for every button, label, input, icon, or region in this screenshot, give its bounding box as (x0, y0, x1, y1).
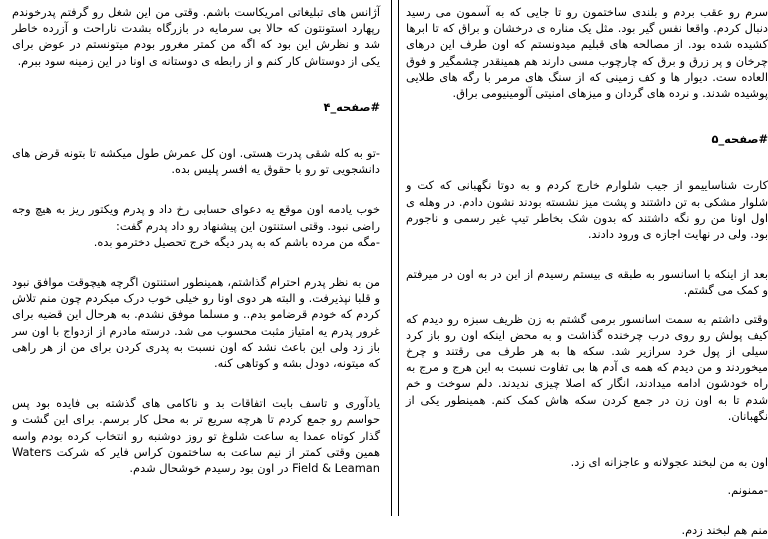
right-paragraph-5: اون به من لبخند عجولانه و عاجزانه ای زد. (570, 455, 768, 470)
right-paragraph-2: کارت شناساییمو از جیب شلوارم خارج کردم و به دوتا نگهبانی که کت و شلوار مشکی به تن داشتند و پشت میز نشسته بودند نشون دادم. در وهله ی اول اونا من رو نگه داشتند که بدون شک بخاطر تیپ غیر رسمی و ناجورم بود. ولی در نهایت اجازه ی ورود دادند. (406, 178, 768, 242)
right-paragraph-4: وقتی داشتم به سمت اسانسور برمی گشتم به زن ظریف سبزه رو دیدم که کیف پولش رو روی درب چرخنده گذاشت و به محض اینکه اون رو باز کرد سیلی از پول خرد سرازیر شد. سکه ها به هر طرف می رقتند و چرخ میخوردند و من دیدم که همه ی آدم ها بی تفاوت نسبت به این هرج و مرج به راه خودشون ادامه میدادند، انگار که اصلا چیزی ندیدند. دلم سوخت و خم شدم تا به اون زن در جمع کردن سکه هاش کمک کنم. همینطور یکی از نگهبانان. (406, 311, 768, 423)
left-paragraph-6: یادآوری و تاسف بابت اتفاقات بد و ناکامی های گذشته بی فایده بود پس حواسم رو جمع کردم تا هرچه سریع تر به محل کار برسم. برای این گشت و گذار کوتاه عمدا یه ساعت شلوغ تو روز دوشنبه رو انتخاب کرده بودم واسه همین وقتی کمتر از نیم ساعت به ساختمون کراس فایر که شرکت Waters Field & Leaman در اون بود رسیدم خوشحال شدم. (12, 396, 380, 476)
left-page-heading: #صفحه_۴ (323, 99, 380, 114)
left-paragraph-4: -مگه من مرده باشم که به پدر دیگه خرج تحصیل دخترمو بده. (93, 234, 380, 249)
left-document-page (0, 0, 392, 516)
right-page-content (406, 4, 768, 539)
left-page-content (12, 4, 380, 476)
right-page-heading: #صفحه_۵ (711, 132, 768, 147)
right-paragraph-1: سرم رو عقب بردم و بلندی ساختمون رو تا جایی که به آسمون می رسید دنبال کردم. واقعا نفس گیر بود. مثل یک مناره ی درخشان و براق که تا ابرها کشیده شده بود. از مصالحه های قبلیم میدونستم که اون طرف این درهای چرخان و پر زرق و برق که چارچوب مسی دارند هم همینقدر چشمگیر و فوق العاده ست. دیوار ها و کف زمینی که از سنگ های مرمر با رگه های طلایی پوشیده شدند. و نرده های گردان و میزهای امنیتی آلومینیومی براق. (406, 5, 768, 101)
left-paragraph-5: من به نظر پدرم احترام گذاشتم، همینطور استنتون اگرچه هیچوقت موافق نبود و قلبا نپذیرفت. و البته هر دوی اونا رو خیلی خوب درک میکردم چون منم تلاش کردم که خودم قرضامو بدم.. و مسلما موفق نشدم. به هرحال این قضیه برای غرور پدرم یه امتیاز مثبت محسوب می شد. درسته مادرم از ازدواج با اون سر باز زد ولی این باعث نشد که اون نسبت به پدری کردن برای من از هر راهی که میتونه، دودل بشه و کوتاهی کنه. (12, 275, 380, 371)
right-document-page (398, 0, 768, 538)
left-paragraph-1: آژانس های تبلیغاتی امریکاست باشم. وقتی من این شغل رو گرفتم پدرخوندم رپهارد استونتون که حالا بی سرمایه در بازرگاه بشدت ناراحت و آزرده خاطر شد و نظرش این بود که اگه من کمتر مغرور بودم میتونستم در عوض برای یکی از دوستاش کار کنم و از رابطه ی دوستانه ی اونا در این زمینه سود ببرم. (12, 5, 380, 68)
right-paragraph-3: بعد از اینکه با اسانسور به طبقه ی بیستم رسیدم از این در به اون در میرفتم و کمک می گشتم. (406, 267, 768, 298)
left-paragraph-2: -تو به کله شقی پدرت هستی. اون کل عمرش طول میکشه تا بتونه قرض های دانشجویی تو رو با حقوق یه افسر پلیس بده. (12, 146, 380, 177)
right-paragraph-6: -ممنونم. (727, 483, 768, 498)
left-paragraph-3: خوب یادمه اون موقع یه دعوای حسابی رخ داد و پدرم ویکتور ریز به هیچ وجه راضی نبود. وقتی استنتون این پیشنهاد رو داد پدرم گفت: (12, 202, 380, 233)
right-paragraph-7: منم هم لبخند زدم. (681, 523, 768, 538)
